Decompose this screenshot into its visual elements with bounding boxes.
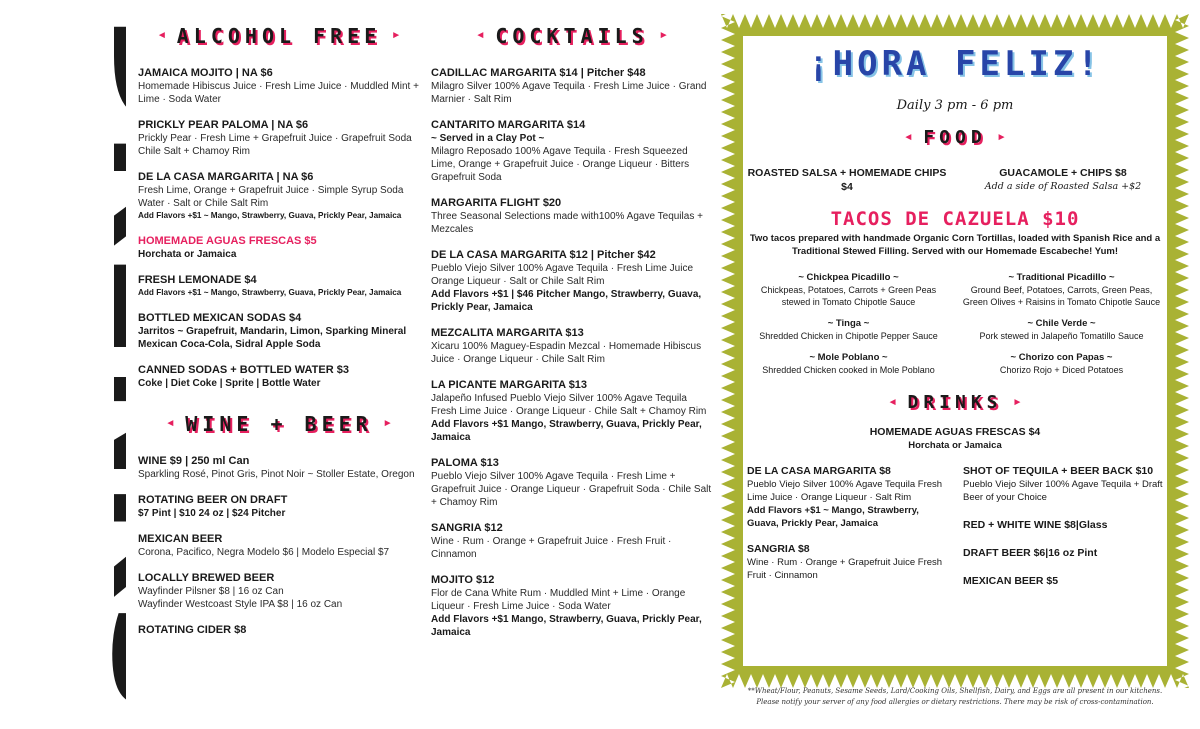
filling-name: ~ Chickpea Picadillo ~ [798,272,899,283]
item-name: ROTATING CIDER $8 [138,624,247,636]
menu-item [138,454,420,481]
menu-item [138,363,420,390]
menu-item [138,234,420,261]
wine-beer-list [138,454,420,637]
item-desc: Coke | Diet Coke | Sprite | Bottle Water [138,378,321,389]
menu-item [431,378,713,444]
menu-item [431,521,713,561]
item-name: RED + WHITE WINE $8|Glass [963,519,1108,531]
column-middle [431,24,713,651]
item-flavors: Add Flavors +$1 ~ Mango, Strawberry, Guava, Prickly Pear, Jamaica [138,288,402,297]
item-name: WINE $9 | 250 ml Can [138,455,250,467]
happy-hour-content [747,44,1163,588]
menu-item [431,248,713,314]
item-desc: Pueblo Viejo Silver 100% Agave Tequila · Fresh Lime + Grapefruit Juice · Orange Liqueur · Grapefruit Soda · Chile Salt + Chamoy Rim [431,471,712,508]
item-desc: Horchata or Jamaica [138,249,237,260]
item-name: LOCALLY BREWED BEER [138,572,275,584]
item-name: MEXICAN BEER [138,533,223,545]
item-name: DE LA CASA MARGARITA | NA $6 [138,171,314,183]
hh-drinks-left [747,464,947,588]
filling-item [747,352,950,376]
filling-item [747,272,950,308]
item-name: MARGARITA FLIGHT $20 [431,197,562,209]
item-desc: Jarritos ~ Grapefruit, Mandarin, Limon, Sparking Mineral Mexican Coca-Cola, Sidral Apple Soda [138,326,407,350]
item-name: MEZCALITA MARGARITA $13 [431,327,584,339]
item-flavors: Add Flavors +$1 | $46 Pitcher Mango, Strawberry, Guava, Prickly Pear, Jamaica [431,289,702,313]
hh-aguas [747,425,1163,452]
menu-item [138,311,420,351]
item-desc: Flor de Cana White Rum · Muddled Mint + Lime · Orange Liqueur · Fresh Lime Juice · Soda Water [431,588,686,612]
item-desc: Wayfinder Westcoast Style IPA $8 | 16 oz Can [138,599,343,610]
item-name: HOMEMADE AGUAS FRESCAS $5 [138,235,317,247]
triangle-icon: ► [1012,396,1023,408]
item-name: PALOMA $13 [431,457,499,469]
side-title [18,8,126,724]
food-item-guacamole [963,166,1163,194]
hh-drinks-title: DRINKS [907,392,1003,413]
item-name: PRICKLY PEAR PALOMA | NA $6 [138,119,309,131]
item-desc: Corona, Pacifico, Negra Modelo $6 | Modelo Especial $7 [138,547,390,558]
filling-name: ~ Chorizo con Papas ~ [1010,352,1113,363]
item-name: FRESH LEMONADE $4 [138,274,257,286]
menu-item [138,493,420,520]
item-name: BOTTLED MEXICAN SODAS $4 [138,312,302,324]
filling-desc: Chickpeas, Potatoes, Carrots + Green Peas stewed in Tomato Chipotle Sauce [760,285,937,307]
item-name: SHOT OF TEQUILA + BEER BACK $10 [963,465,1154,477]
item-name: CADILLAC MARGARITA $14 | Pitcher $48 [431,67,646,79]
hh-drinks-header [747,392,1163,413]
triangle-icon: ► [382,418,393,429]
item-desc: Wine · Rum · Orange + Grapefruit Juice Fresh Fruit · Cinnamon [747,557,943,581]
menu-item [138,66,420,106]
food-title: FOOD [923,127,987,148]
triangle-icon: ◄ [156,30,167,41]
alcohol-free-title: ALCOHOL FREE [176,24,382,48]
hh-drinks-grid [747,464,1163,588]
item-desc: Pueblo Viejo Silver 100% Agave Tequila · Fresh Lime Juice Orange Liqueur · Salt or Chile Salt Rim [431,263,694,287]
hh-drinks-right [963,464,1163,588]
item-desc: Three Seasonal Selections made with100% Agave Tequilas + Mezcales [431,211,703,235]
menu-item [138,532,420,559]
menu-item [431,118,713,184]
item-flavors: Add Flavors +$1 ~ Mango, Strawberry, Guava, Prickly Pear, Jamaica [747,505,919,529]
item-name: SANGRIA $12 [431,522,503,534]
filling-item [960,272,1163,308]
item-name: DE LA CASA MARGARITA $8 [747,465,891,477]
item-desc: Pueblo Viejo Silver 100% Agave Tequila Fresh Lime Juice · Orange Liqueur · Salt Rim [747,479,943,503]
item-note: Add a side of Roasted Salsa +$2 [984,181,1142,192]
item-name: HOMEMADE AGUAS FRESCAS $4 [869,426,1041,438]
item-name: GUACAMOLE + CHIPS $8 [999,167,1127,179]
item-desc: Horchata or Jamaica [908,440,1002,451]
tacos-desc: Two tacos prepared with handmade Organic Corn Tortillas, loaded with Spanish Rice and a Traditional Stewed Filling. Served with our Homemade Escabeche! Yum! [749,233,1161,257]
item-desc: Milagro Reposado 100% Agave Tequila · Fresh Squeezed Lime, Orange + Grapefruit Juice · Orange Liqueur · Bitters Grapefruit Soda [431,146,690,183]
triangle-icon: ◄ [165,418,176,429]
filling-name: ~ Mole Poblano ~ [809,352,888,363]
wine-beer-header [138,412,420,436]
menu-item [431,196,713,236]
menu-item [138,623,420,637]
item-desc: Wayfinder Pilsner $8 | 16 oz Can [138,586,284,597]
allergy-notice [721,686,1189,708]
item-name: ROTATING BEER ON DRAFT [138,494,288,506]
menu-item [431,573,713,639]
filling-name: ~ Chile Verde ~ [1027,318,1096,329]
item-desc: Homemade Hibiscus Juice · Fresh Lime Juice · Muddled Mint + Lime · Soda Water [138,81,419,105]
item-name: SANGRIA $8 [747,543,810,555]
item-name: ROASTED SALSA + HOMEMADE CHIPS $4 [747,167,947,193]
item-name: MOJITO $12 [431,574,495,586]
alcohol-free-list [138,66,420,390]
item-desc: Fresh Lime, Orange + Grapefruit Juice · Simple Syrup Soda Water · Salt or Chile Salt Rim [138,185,404,209]
filling-desc: Shredded Chicken cooked in Mole Poblano [762,365,935,375]
wine-beer-title: WINE + BEER [185,412,373,436]
item-desc: Pueblo Viejo Silver 100% Agave Tequila + Draft Beer of your Choice [963,479,1163,503]
column-left [138,24,420,649]
food-item-salsa [747,166,947,194]
alcohol-free-header [138,24,420,48]
filling-item [960,318,1163,342]
menu-item [431,456,713,509]
filling-desc: Chorizo Rojo + Diced Potatoes [999,365,1124,375]
item-name: CANNED SODAS + BOTTLED WATER $3 [138,364,349,376]
food-header [747,127,1163,148]
item-name: DRAFT BEER $6|16 oz Pint [963,547,1098,559]
filling-item [747,318,950,342]
item-desc: $7 Pint | $10 24 oz | $24 Pitcher [138,508,286,519]
filling-desc: Ground Beef, Potatoes, Carrots, Green Peas, Green Olives + Raisins in Tomato Chipotle Sauce [962,285,1161,307]
item-desc: Milagro Silver 100% Agave Tequila · Fresh Lime Juice · Grand Marnier · Salt Rim [431,81,707,105]
allergy-line: **Wheat/Flour, Peanuts, Sesame Seeds, Lard/Cooking Oils, Shellfish, Dairy, and Eggs are all present in our kitchens. [747,687,1163,695]
item-flavors: Add Flavors +$1 Mango, Strawberry, Guava, Prickly Pear, Jamaica [431,419,702,443]
item-flavors: Add Flavors +$1 ~ Mango, Strawberry, Guava, Prickly Pear, Jamaica [138,211,402,220]
cocktails-title: COCKTAILS [495,24,649,48]
menu-item [138,170,420,222]
happy-hour-panel [721,14,1189,688]
side-title-graphic [18,8,126,724]
happy-hour-title: ¡HORA FELIZ! [808,44,1102,84]
happy-hour-times: Daily 3 pm - 6 pm [896,98,1014,113]
menu-item [138,571,420,611]
tacos-title: TACOS DE CAZUELA $10 [830,208,1080,230]
item-name: MEXICAN BEER $5 [963,575,1059,587]
cocktails-header [431,24,713,48]
triangle-icon: ► [658,30,669,41]
item-desc: Prickly Pear · Fresh Lime + Grapefruit Juice · Grapefruit Soda Chile Salt + Chamoy Rim [138,133,412,157]
item-desc: Jalapeño Infused Pueblo Viejo Silver 100% Agave Tequila Fresh Lime Juice · Orange Liqueur · Chile Salt + Chamoy Rim [431,393,707,417]
item-name: JAMAICA MOJITO | NA $6 [138,67,273,79]
filling-name: ~ Traditional Picadillo ~ [1008,272,1115,283]
menu-item [138,118,420,158]
filling-desc: Pork stewed in Jalapeño Tomatillo Sauce [979,331,1144,341]
filling-name: ~ Tinga ~ [827,318,870,329]
food-items [747,166,1163,194]
item-flavors: Add Flavors +$1 Mango, Strawberry, Guava, Prickly Pear, Jamaica [431,614,702,638]
taco-fillings [747,272,1163,376]
cocktails-list [431,66,713,639]
triangle-icon: ► [996,131,1007,143]
side-title-text: DRINKS [84,14,126,474]
filling-item [960,352,1163,376]
triangle-icon: ► [391,30,402,41]
item-desc: Wine · Rum · Orange + Grapefruit Juice · Fresh Fruit · Cinnamon [431,536,672,560]
triangle-icon: ◄ [887,396,898,408]
item-name: LA PICANTE MARGARITA $13 [431,379,588,391]
filling-desc: Shredded Chicken in Chipotle Pepper Sauce [759,331,938,341]
menu-item [431,326,713,366]
item-desc: Sparkling Rosé, Pinot Gris, Pinot Noir ~ Stoller Estate, Oregon [138,469,415,480]
item-name: CANTARITO MARGARITA $14 [431,119,586,131]
item-name: DE LA CASA MARGARITA $12 | Pitcher $42 [431,249,656,261]
triangle-icon: ◄ [475,30,486,41]
menu-item [138,273,420,299]
menu-item [431,66,713,106]
item-note: ~ Served in a Clay Pot ~ [431,133,545,144]
allergy-line: Please notify your server of any food allergies or dietary restrictions. There may be risk of cross-contamination. [756,698,1154,706]
item-desc: Xicaru 100% Maguey-Espadin Mezcal · Homemade Hibiscus Juice · Orange Liqueur · Chile Salt Rim [431,341,702,365]
triangle-icon: ◄ [903,131,914,143]
